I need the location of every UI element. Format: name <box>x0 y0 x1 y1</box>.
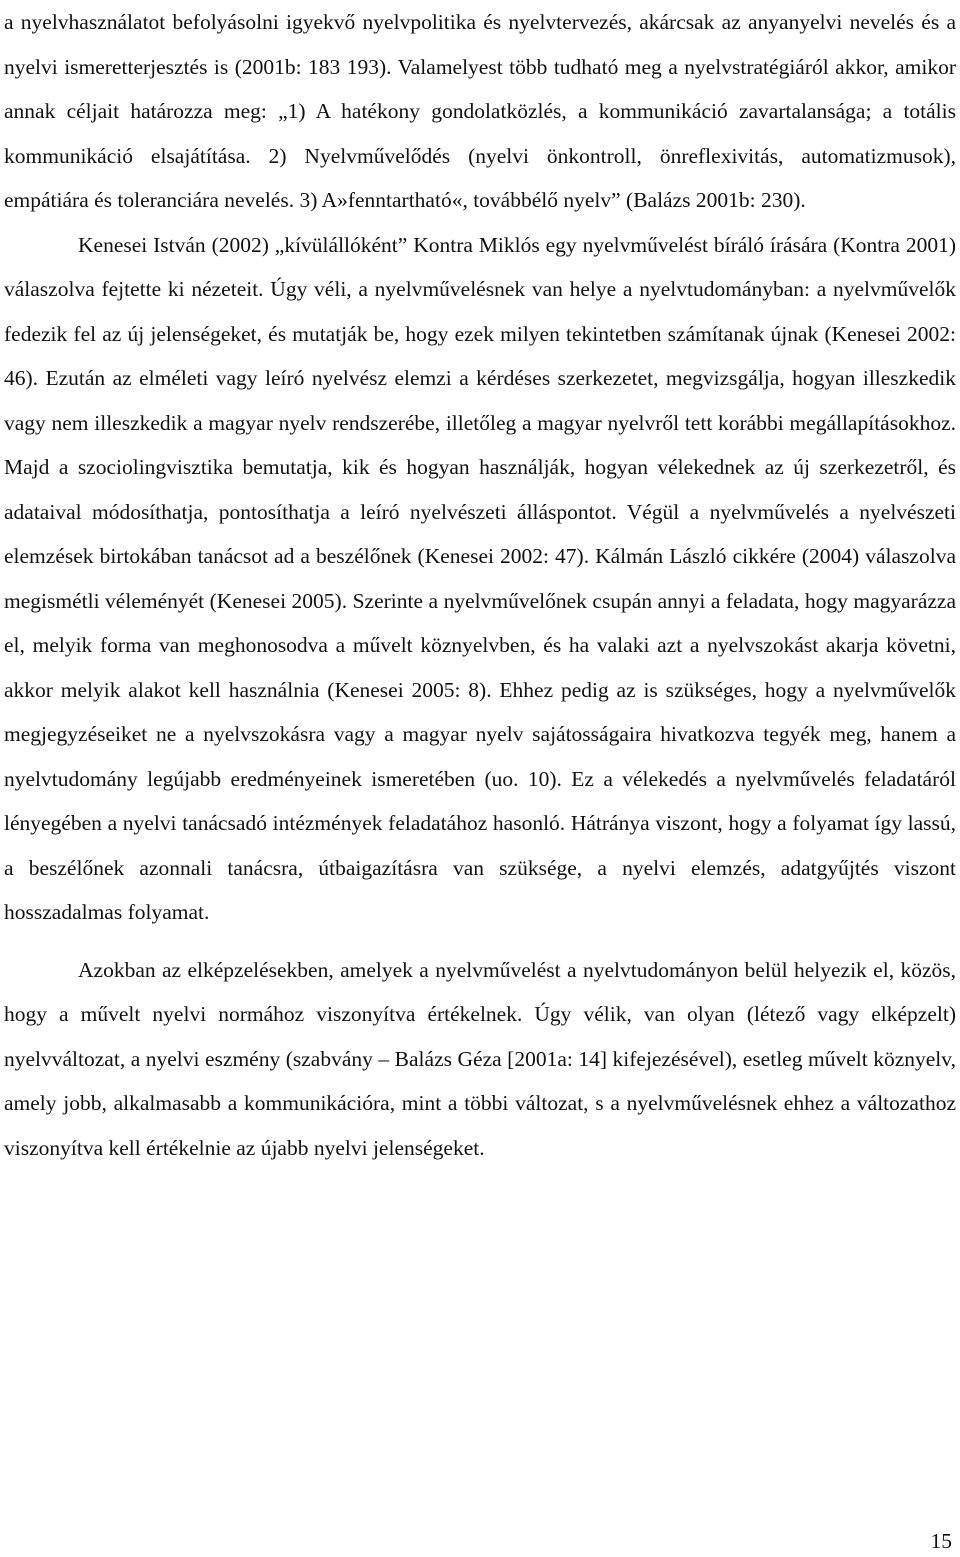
paragraph-spacer <box>4 935 956 948</box>
paragraph-conceptions: Azokban az elképzelésekben, amelyek a nyelvművelést a nyelvtudományon belül helyezik el, közös, hogy a művelt nyelvi normához viszonyítva értékelnek. Úgy vélik, van olyan (létező vagy elképzelt) nyelvváltozat, a nyelvi eszmény (szabvány – Balázs Géza [2001a: 14] kifejezésével), esetleg művelt köznyelv, amely jobb, alkalmasabb a kommunikációra, mint a többi változat, s a nyelvművelésnek ehhez a változathoz viszonyítva kell értékelnie az újabb nyelvi jelenségeket. <box>4 957 956 1160</box>
document-body <box>4 0 956 1170</box>
paragraph-continuation: a nyelvhasználatot befolyásolni igyekvő nyelvpolitika és nyelvtervezés, akárcsak az anyanyelvi nevelés és a nyelvi ismeretterjesztés is (2001b: 183 193). Valamelyest több tudható meg a nyelvstratégiáról akkor, amikor annak céljait határozza meg: „1) A hatékony gondolatközlés, a kommunikáció zavartalansága; a totális kommunikáció elsajátítása. 2) Nyelvművelődés (nyelvi önkontroll, önreflexivitás, automatizmusok), empátiára és toleranciára nevelés. 3) A»fenntartható«, továbbélő nyelv” (Balázs 2001b: 230). <box>4 10 956 212</box>
paragraph-kenesei: Kenesei István (2002) „kívülállóként” Kontra Miklós egy nyelvművelést bíráló írására (Kontra 2001) válaszolva fejtette ki nézeteit. Úgy véli, a nyelvművelésnek van helye a nyelvtudományban: a nyelvművelők fedezik fel az új jelenségeket, és mutatják be, hogy ezek milyen tekintetben számítanak újnak (Kenesei 2002: 46). Ezután az elméleti vagy leíró nyelvész elemzi a kérdéses szerkezetet, megvizsgálja, hogyan illeszkedik vagy nem illeszkedik a magyar nyelv rendszerébe, illetőleg a magyar nyelvről tett korábbi megállapításokhoz. Majd a szociolingvisztika bemutatja, kik és hogyan használják, hogyan vélekednek az új szerkezetről, és adataival módosíthatja, pontosíthatja a leíró nyelvészeti álláspontot. Végül a nyelvművelés a nyelvészeti elemzések birtokában tanácsot ad a beszélőnek (Kenesei 2002: 47). Kálmán László cikkére (2004) válaszolva megismétli véleményét (Kenesei 2005). Szerinte a nyelvművelőnek csupán annyi a feladata, hogy magyarázza el, melyik forma van meghonosodva a művelt köznyelvben, és ha valaki azt a nyelvszokást akarja követni, akkor melyik alakot kell használnia (Kenesei 2005: 8). Ehhez pedig az is szükséges, hogy a nyelvművelők megjegyzéseiket ne a nyelvszokásra vagy a magyar nyelv sajátosságaira hivatkozva tegyék meg, hanem a nyelvtudomány legújabb eredményeinek ismeretében (uo. 10). Ez a vélekedés a nyelvművelés feladatáról lényegében a nyelvi tanácsadó intézmények feladatához hasonló. Hátránya viszont, hogy a folyamat így lassú, a beszélőnek azonnali tanácsra, útbaigazításra van szüksége, a nyelvi elemzés, adatgyűjtés viszont hosszadalmas folyamat. <box>4 232 956 924</box>
page-number: 15 <box>930 1529 952 1553</box>
